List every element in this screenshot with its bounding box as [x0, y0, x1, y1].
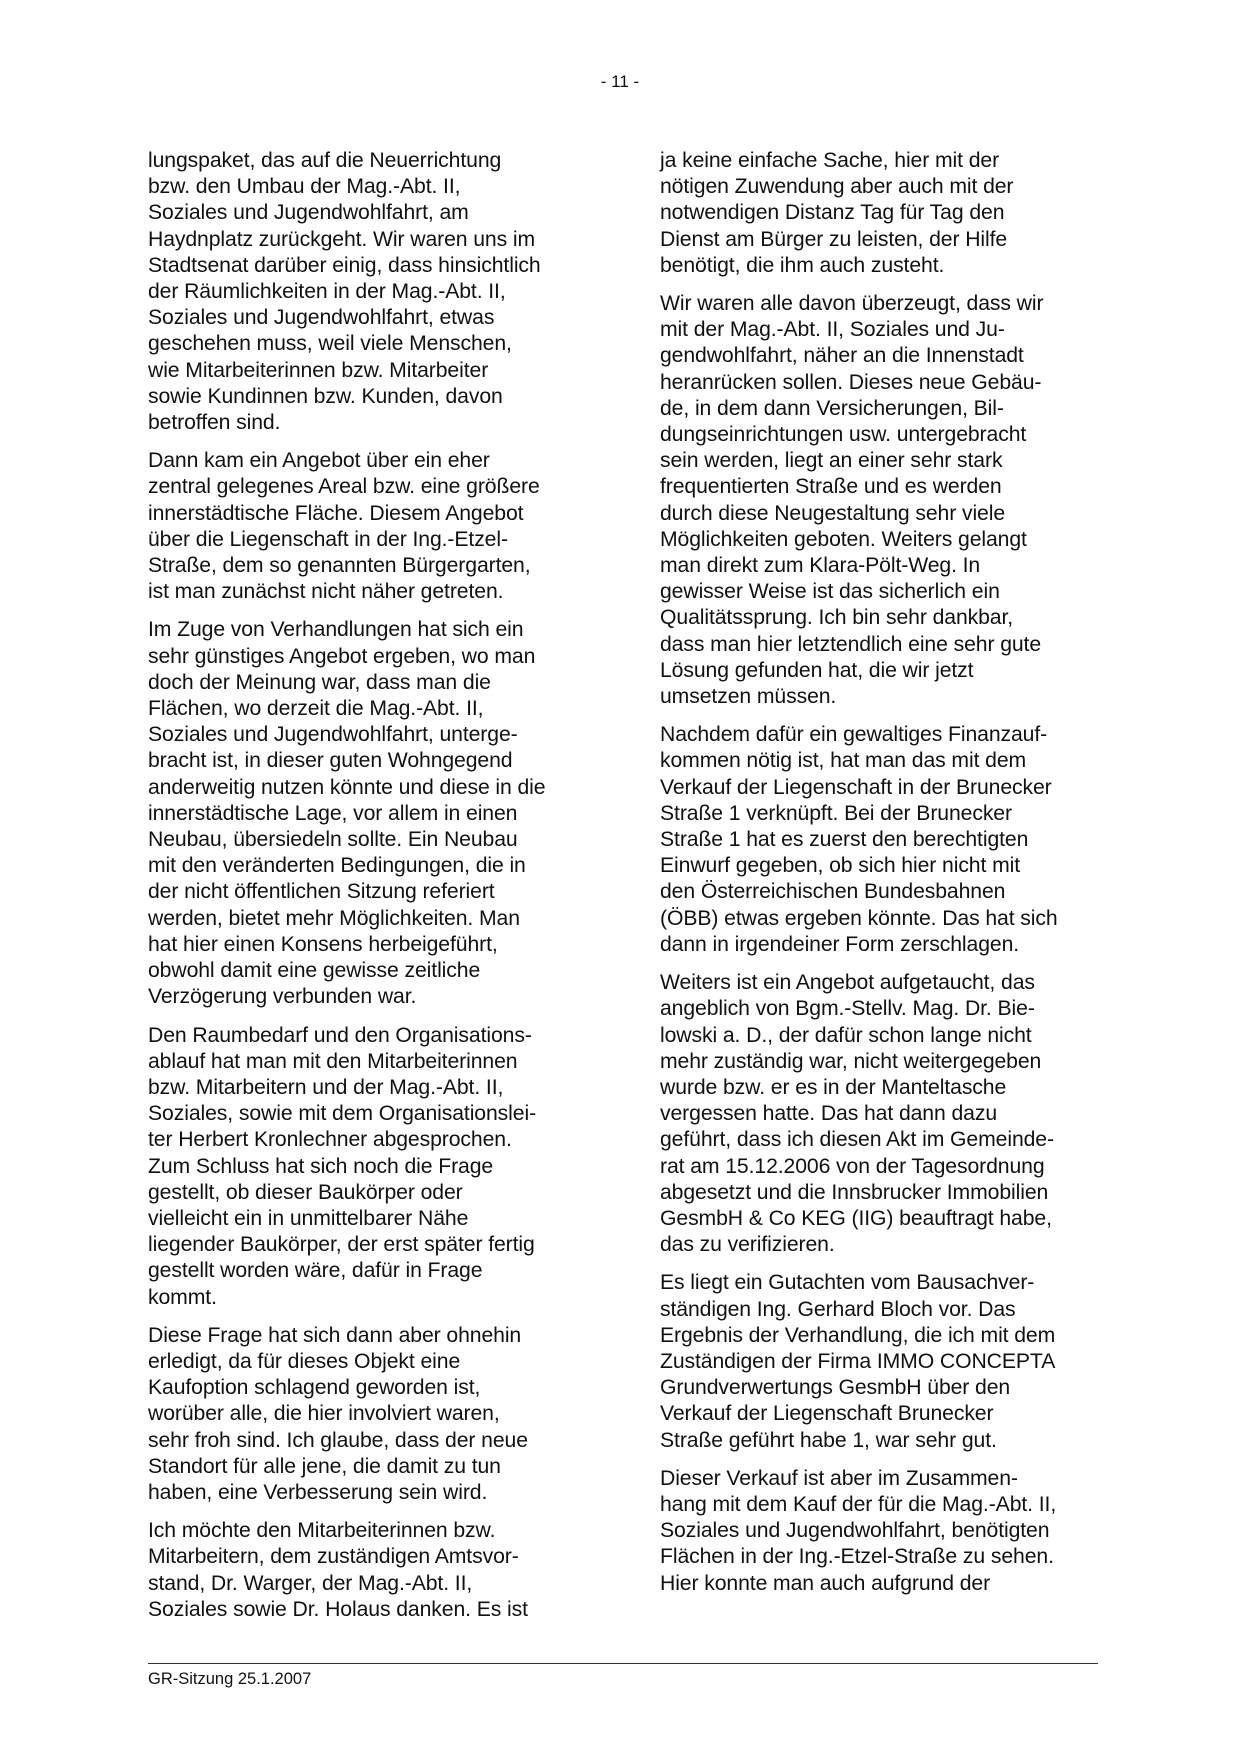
right-column [660, 148, 1116, 1609]
page-number: - 11 - [600, 72, 640, 91]
footer-divider [148, 1663, 1098, 1664]
paragraph: Im Zuge von Verhandlungen hat sich ein sehr günstiges Angebot ergeben, wo man doch der Meinung war, dass man die Flächen, wo derzeit die Mag.-Abt. II, Soziales und Jugendwohlfahrt, unterge- bracht ist, in dieser guten Wohngegend anderweitig nutzen könnte und diese in die innerstädtische Lage, vor allem in einen Neubau, übersiedeln sollte. Ein Neubau mit den veränderten Bedingungen, die in der nicht öffentlichen Sitzung referiert werden, bietet mehr Möglichkeiten. Man hat hier einen Konsens herbeigeführt, obwohl damit eine gewisse zeitliche Verzögerung verbunden war. [148, 618, 546, 1009]
paragraph: Dann kam ein Angebot über ein eher zentral gelegenes Areal bzw. eine größere innerstädtische Fläche. Diesem Angebot über die Liegenschaft in der Ing.-Etzel- Straße, dem so genannten Bürgergarten, ist man zunächst nicht näher getreten. [148, 449, 540, 604]
paragraph: Den Raumbedarf und den Organisations- ablauf hat man mit den Mitarbeiterinnen bzw. Mitarbeitern und der Mag.-Abt. II, Soziales, sowie mit dem Organisationslei- ter Herbert Kronlechner abgesprochen. Zum Schluss hat sich noch die Frage gestellt, ob dieser Baukörper oder vielleicht ein in unmittelbarer Nähe liegender Baukörper, der erst später fertig gestellt worden wäre, dafür in Frage kommt. [148, 1023, 537, 1309]
paragraph: Nachdem dafür ein gewaltiges Finanzauf- kommen nötig ist, hat man das mit dem Verkauf der Liegenschaft in der Brunecker Straße 1 verknüpft. Bei der Brunecker Straße 1 hat es zuerst den berechtigten Einwurf gegeben, ob sich hier nicht mit den Österreichischen Bundesbahnen (ÖBB) etwas ergeben könnte. Das hat sich dann in irgendeiner Form zerschlagen. [660, 723, 1058, 956]
paragraph: Es liegt ein Gutachten vom Bausachver- ständigen Ing. Gerhard Bloch vor. Das Ergebnis der Verhandlung, die ich mit dem Zuständigen der Firma IMMO CONCEPTA Grundverwertungs GesmbH über den Verkauf der Liegenschaft Brunecker Straße geführt habe 1, war sehr gut. [660, 1271, 1056, 1452]
paragraph: Wir waren alle davon überzeugt, dass wir mit der Mag.-Abt. II, Soziales und Ju- gendwohlfahrt, näher an die Innenstadt heranrücken sollen. Dieses neue Gebäu- de, in dem dann Versicherungen, Bil- dungseinrichtungen usw. untergebracht sein werden, liegt an einer sehr stark frequentierten Straße und es werden durch diese Neugestaltung sehr viele Möglichkeiten geboten. Weiters gelangt man direkt zum Klara-Pölt-Weg. In gewisser Weise ist das sicherlich ein Qualitätssprung. Ich bin sehr dankbar, dass man hier letztendlich eine sehr gute Lösung gefunden hat, die wir jetzt umsetzen müssen. [660, 292, 1044, 709]
paragraph: Dieser Verkauf ist aber im Zusammen- hang mit dem Kauf der für die Mag.-Abt. II, Soziales und Jugendwohlfahrt, benötigten Flächen in der Ing.-Etzel-Straße zu sehen. Hier konnte man auch aufgrund der [660, 1466, 1057, 1595]
left-column [148, 148, 604, 1635]
paragraph: Diese Frage hat sich dann aber ohnehin erledigt, da für dieses Objekt eine Kaufoption schlagend geworden ist, worüber alle, die hier involviert waren, sehr froh sind. Ich glaube, dass der neue Standort für alle jene, die damit zu tun haben, eine Verbesserung sein wird. [148, 1323, 528, 1504]
paragraph: Weiters ist ein Angebot aufgetaucht, das angeblich von Bgm.-Stellv. Mag. Dr. Bie- lowski a. D., der dafür schon lange nicht mehr zuständig war, nicht weitergegeben wurde bzw. er es in der Manteltasche vergessen hatte. Das hat dann dazu geführt, dass ich diesen Akt im Gemeinde- rat am 15.12.2006 von der Tagesordnung abgesetzt und die Innsbrucker Immobilien GesmbH & Co KEG (IIG) beauftragt habe, das zu verifizieren. [660, 971, 1054, 1257]
paragraph: Ich möchte den Mitarbeiterinnen bzw. Mitarbeitern, dem zuständigen Amtsvor- stand, Dr. Warger, der Mag.-Abt. II, Soziales sowie Dr. Holaus danken. Es ist [148, 1519, 528, 1621]
paragraph: ja keine einfache Sache, hier mit der nötigen Zuwendung aber auch mit der notwendigen Distanz Tag für Tag den Dienst am Bürger zu leisten, der Hilfe benötigt, die ihm auch zusteht. [660, 149, 1014, 277]
footer-session-date: GR-Sitzung 25.1.2007 [148, 1670, 312, 1688]
paragraph: lungspaket, das auf die Neuerrichtung bzw. den Umbau der Mag.-Abt. II, Soziales und Jugendwohlfahrt, am Haydnplatz zurückgeht. Wir waren uns im Stadtsenat darüber einig, dass hinsichtlich der Räumlichkeiten in der Mag.-Abt. II, Soziales und Jugendwohlfahrt, etwas geschehen muss, weil viele Menschen, wie Mitarbeiterinnen bzw. Mitarbeiter sowie Kundinnen bzw. Kunden, davon betroffen sind. [148, 149, 541, 435]
